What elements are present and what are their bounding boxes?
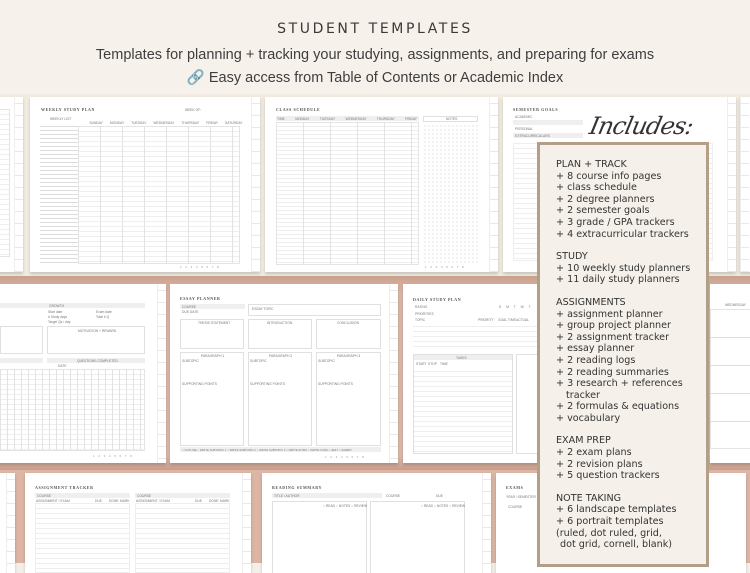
list-item: + 6 landscape templates	[556, 504, 677, 516]
list-item: + 2 assignment tracker	[556, 331, 670, 343]
list-item: + 4 extracurricular trackers	[556, 228, 689, 240]
notes-label: NOTES	[446, 117, 458, 121]
tasks-box	[413, 354, 513, 454]
rating-label: RATING	[415, 305, 428, 309]
day-header: SUNDAY	[89, 121, 103, 125]
list-item: + 5 question trackers	[556, 470, 660, 482]
intro-label: INTRODUCTION	[267, 321, 293, 325]
course-label: COURSE	[386, 494, 401, 498]
topic-label: TOPIC	[415, 318, 426, 322]
subtopic-label: SUBTOPIC	[318, 359, 335, 363]
stop-label: STOP	[428, 362, 437, 366]
day-header: TUESDAY	[131, 121, 147, 125]
day-header: FRIDAY	[206, 121, 219, 125]
subtitle: Templates for planning + tracking your studying, assignments, and preparing for exams	[95, 47, 655, 63]
page-heading: EXAMS	[506, 485, 524, 490]
list-item: + 3 grade / GPA trackers	[556, 216, 675, 228]
list-item: + vocabulary	[556, 412, 621, 424]
list-item: + group project planner	[556, 320, 671, 332]
weekly-list-label: WEEKLY LIST	[50, 117, 72, 121]
summary-box	[272, 501, 367, 573]
course-label: COURSE	[182, 305, 197, 309]
subtopic-label: SUBTOPIC	[182, 359, 199, 363]
class-schedule-page	[265, 97, 498, 272]
page-heading: ESSAY PLANNER	[180, 296, 221, 301]
list-item: + 2 reading logs	[556, 354, 636, 366]
section-title: EXAM PREP	[556, 435, 611, 447]
col-header: ASSIGNMENT / EXAM	[36, 499, 70, 503]
priorities-label: PRIORITIES	[415, 312, 434, 316]
page-partial-left-1	[0, 97, 23, 272]
questions-grid	[0, 369, 145, 451]
page-heading: CLASS SCHEDULE	[276, 107, 321, 112]
includes-section	[556, 297, 706, 425]
side-tabs	[727, 97, 736, 272]
topic-label: ESSAY TOPIC	[252, 307, 274, 311]
col-header: THURSDAY	[376, 117, 395, 121]
page-nav[interactable]: 1 2 3 4 5 6 7 8	[180, 265, 221, 269]
day-headers	[86, 121, 246, 125]
motivation-box	[47, 326, 145, 354]
completed-label: QUESTIONS COMPLETED	[77, 359, 118, 363]
list-item: + essay planner	[556, 343, 635, 355]
group-label: GROWTH	[49, 304, 65, 308]
points-label: SUPPORTING POINTS	[250, 382, 285, 386]
page-heading: READING SUMMARY	[272, 485, 323, 490]
side-tabs	[251, 97, 260, 272]
side-tabs	[242, 473, 251, 573]
col-header: ASSIGNMENT / EXAM	[136, 499, 170, 503]
bar	[47, 358, 145, 363]
list-item: + assignment planner	[556, 308, 663, 320]
thesis-box	[180, 319, 244, 349]
checks[interactable]: ○ READ ○ NOTES ○ REVIEW	[323, 504, 368, 508]
bar	[513, 120, 583, 125]
col-header: MARK	[220, 499, 230, 503]
paragraph-3-box	[316, 352, 381, 446]
thesis-label: THESIS STATEMENT	[198, 321, 231, 325]
week-grid	[78, 126, 240, 264]
day-header: THURSDAY	[181, 121, 200, 125]
start-label: START	[416, 362, 427, 366]
intro-box	[248, 319, 312, 349]
conclusion-box	[316, 319, 381, 349]
total-q-label: Total # Q	[96, 315, 110, 319]
week-of-label: WEEK OF:	[185, 108, 202, 112]
checklist-bar	[180, 447, 381, 452]
weekday-picker[interactable]: S M T W T	[499, 305, 533, 309]
page-nav[interactable]: 1 2 3 4 5 6 7 8	[325, 455, 366, 459]
col-header: WEDNESDAY	[345, 117, 367, 121]
page-nav[interactable]: 1 2 3 4 5 6 7 8	[93, 454, 134, 458]
side-tabs	[14, 97, 23, 272]
list-item: + 2 revision plans	[556, 458, 643, 470]
question-tracker-page	[0, 284, 166, 463]
schedule-grid	[276, 122, 419, 265]
day-label: WEDNESDAY	[725, 303, 747, 307]
col-header: TIME	[277, 117, 285, 121]
col-header: DUE	[195, 499, 202, 503]
day-header: WEDNESDAY	[153, 121, 175, 125]
study-days-label: # Study days	[48, 315, 68, 319]
extracurriculars-label: EXTRACURRICULARS	[515, 134, 550, 138]
checklist[interactable]: ○ OUTLINE ○ WRITE SUBTOPIC 1 ○ WRITE SUBTOPIC 2 ○ WRITE SUBTOPIC 3 ○ WRITE INTRO ○ WRITE CONC ○ EDIT ○ SUBMIT	[182, 448, 352, 452]
paragraph-1-box	[180, 352, 244, 446]
col-header: TUESDAY	[319, 117, 336, 121]
list-item: + 11 daily study planners	[556, 274, 680, 286]
day-header: MONDAY	[109, 121, 125, 125]
page-heading: DAILY STUDY PLAN	[413, 297, 462, 302]
page-partial-left-3	[0, 473, 15, 573]
bar	[272, 493, 382, 498]
bar	[47, 303, 145, 308]
p3-label: PARAGRAPH 3	[337, 354, 361, 358]
start-date-label: Start date	[48, 310, 63, 314]
due-date-label: DUE DATE	[182, 310, 199, 314]
course-label: COURSE	[137, 494, 152, 498]
list-item: + 8 course info pages	[556, 170, 662, 182]
col-header: MONDAY	[295, 117, 310, 121]
page-nav[interactable]: 1 2 3 4 5 6 7 8	[425, 265, 466, 269]
list-item: tracker	[566, 389, 600, 401]
bar	[0, 303, 52, 308]
dot-grid	[423, 124, 478, 264]
section-title: STUDY	[556, 251, 588, 263]
priorities-grid	[413, 322, 538, 347]
box	[0, 326, 43, 354]
link-line	[0, 69, 750, 86]
section-title: ASSIGNMENTS	[556, 296, 626, 308]
grid	[710, 309, 750, 449]
priority-label: PRIORITY	[478, 318, 494, 322]
tasks-grid	[414, 367, 512, 453]
includes-heading: Includes:	[587, 112, 696, 140]
bar	[414, 355, 512, 360]
list-item: dot grid, cornell, blank)	[560, 539, 673, 551]
side-tabs	[740, 97, 749, 272]
academic-label: ACADEMIC	[515, 115, 533, 119]
includes-section	[556, 159, 706, 240]
year-label: YEAR / SEMESTER	[506, 495, 536, 499]
p1-label: PARAGRAPH 1	[201, 354, 225, 358]
topic-box	[248, 304, 381, 316]
col-header: DONE	[109, 499, 119, 503]
side-tabs	[482, 473, 491, 573]
summary-box	[370, 501, 465, 573]
page-title: STUDENT TEMPLATES	[277, 21, 473, 37]
schedule-headers	[277, 117, 417, 121]
day-header: SATURDAY	[225, 121, 243, 125]
page-partial-right-1	[740, 97, 750, 272]
includes-section	[556, 435, 706, 481]
section-title: NOTE TAKING	[556, 492, 622, 504]
checks[interactable]: ○ READ ○ NOTES ○ REVIEW	[421, 504, 466, 508]
points-label: SUPPORTING POINTS	[182, 382, 217, 386]
notes-header	[423, 116, 478, 122]
bar	[0, 358, 43, 363]
page-heading: WEEKLY STUDY PLAN	[41, 107, 95, 112]
list-item: + 6 portrait templates	[556, 516, 664, 528]
list-item: + 3 research + references	[556, 378, 683, 390]
conclusion-label: CONCLUSION	[337, 321, 359, 325]
bar	[180, 304, 245, 309]
list-item: + 2 exam plans	[556, 447, 632, 459]
includes-section	[556, 493, 706, 551]
subtopic-label: SUBTOPIC	[250, 359, 267, 363]
col-header: DONE	[209, 499, 219, 503]
page-heading: ASSIGNMENT TRACKER	[35, 485, 94, 490]
list-item: + 10 weekly study planners	[556, 262, 691, 274]
side-tabs	[6, 473, 15, 573]
motivation-label: MOTIVATION + REWARD	[78, 329, 117, 333]
assignment-tracker-page	[25, 473, 251, 573]
side-tabs	[489, 97, 498, 272]
grid	[0, 109, 10, 257]
page-partial-right-2	[710, 284, 750, 463]
list-item: + 2 reading summaries	[556, 366, 669, 378]
time-label: TIME	[440, 362, 448, 366]
personal-label: PERSONAL	[515, 127, 533, 131]
list-item: + 2 formulas & equations	[556, 401, 680, 413]
includes-section	[556, 251, 706, 286]
author-label: TITLE / AUTHOR	[274, 494, 300, 498]
side-tabs	[389, 284, 398, 463]
list-item: (ruled, dot ruled, grid,	[556, 527, 662, 539]
col-header: FRIDAY	[405, 117, 417, 121]
essay-planner-page	[170, 284, 398, 463]
link-icon: 🔗	[186, 70, 205, 86]
actual-label: ACTUAL	[516, 318, 530, 322]
includes-panel	[537, 142, 709, 567]
header	[0, 0, 750, 96]
col-header: MARK	[120, 499, 130, 503]
section-title: PLAN + TRACK	[556, 159, 627, 170]
paragraph-2-box	[248, 352, 312, 446]
goal-label: GOAL TIME	[498, 318, 516, 322]
bar	[513, 133, 583, 138]
reading-summary-page	[262, 473, 491, 573]
points-label: SUPPORTING POINTS	[318, 382, 353, 386]
due-label: DUE	[436, 494, 443, 498]
tasks-label: TASKS	[456, 356, 467, 360]
exam-date-label: Exam date	[96, 310, 112, 314]
p2-label: PARAGRAPH 2	[269, 354, 293, 358]
list-item: + 2 degree planners	[556, 193, 655, 205]
course-label: COURSE	[508, 505, 523, 509]
target-label: Target Qs / day	[48, 320, 71, 324]
course-label: COURSE	[37, 494, 52, 498]
link-text: Easy access from Table of Contents or Academic Index	[208, 70, 564, 86]
bar	[35, 493, 130, 498]
page-heading: SEMESTER GOALS	[513, 107, 559, 112]
side-tabs	[157, 284, 166, 463]
date-label: DATE	[58, 364, 67, 368]
list-item: + 2 semester goals	[556, 205, 650, 217]
weekly-list	[40, 123, 78, 263]
list-item: + class schedule	[556, 182, 637, 194]
col-header: DUE	[95, 499, 102, 503]
bar	[135, 493, 230, 498]
weekly-study-plan-page	[30, 97, 260, 272]
